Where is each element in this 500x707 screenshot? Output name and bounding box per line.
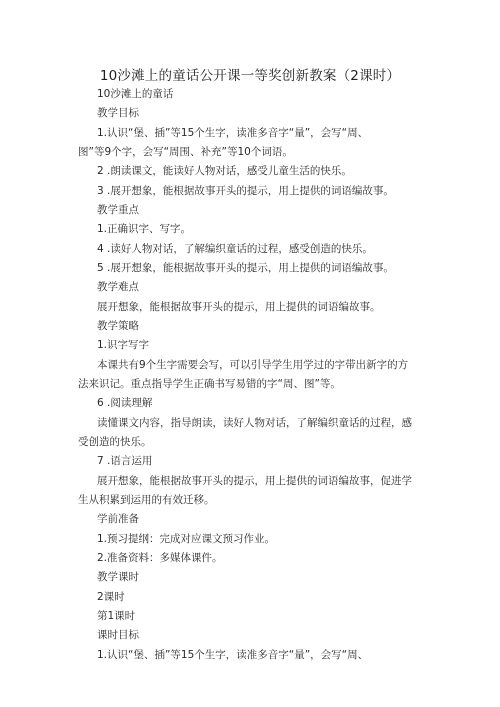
- strategy-7-text: 展开想象，能根据故事开头的提示，用上提供的词语编故事，促进学: [97, 475, 412, 487]
- strategy-1-text-cont: 法来识记。重点指导学生正确书写易错的字“周、图”等。: [78, 378, 341, 390]
- strategy-1-text: 本课共有9个生字需要会写，可以引导学生用学过的字带出新字的方: [97, 359, 409, 371]
- strategy-item-7: 7 .语言运用: [97, 455, 153, 467]
- strategy-7-text-cont: 生从积累到运用的有效迁移。: [78, 494, 215, 506]
- difficulty-text: 展开想象，能根据故事开头的提示，用上提供的词语编故事。: [97, 301, 381, 313]
- strategy-6-text: 读懂课文内容，指导朗读，读好人物对话，了解编织童话的过程，感: [97, 417, 412, 429]
- section-class-hours: 教学课时: [97, 571, 139, 583]
- first-lesson-heading: 第1课时: [97, 610, 136, 622]
- section-lesson-goals: 课时目标: [97, 629, 139, 641]
- lesson-goal-item-1: 1.认识“堡、插”等15个生字，读准多音字“量”，会写“周、: [97, 649, 369, 661]
- goal-item-1-cont: 图”等9个字，会写“周围、补充”等10个词语。: [78, 146, 293, 158]
- preparation-item-2: 2.准备资料：多媒体课件。: [97, 552, 223, 564]
- strategy-item-1: 1.识字写字: [97, 339, 150, 351]
- section-teaching-goals: 教学目标: [97, 107, 139, 119]
- section-teaching-difficulty: 教学难点: [97, 281, 139, 293]
- focus-item-5: 5 .展开想象，能根据故事开头的提示，用上提供的词语编故事。: [97, 262, 394, 274]
- goal-item-2: 2 .朗读课文，能读好人物对话，感受儿童生活的快乐。: [97, 165, 352, 177]
- lesson-heading: 10沙滩上的童话: [97, 88, 174, 100]
- class-hours-value: 2课时: [97, 591, 125, 603]
- section-teaching-focus: 教学重点: [97, 204, 139, 216]
- section-preparation: 学前准备: [97, 513, 139, 525]
- strategy-6-text-cont: 受创造的快乐。: [78, 436, 152, 448]
- strategy-item-6: 6 .阅读理解: [97, 397, 153, 409]
- goal-item-1: 1.认识“堡、插”等15个生字，读准多音字“量”，会写“周、: [97, 127, 369, 139]
- document-title: 10沙滩上的童话公开课一等奖创新教案（2课时）: [99, 68, 401, 84]
- section-teaching-strategy: 教学策略: [97, 320, 139, 332]
- focus-item-4: 4 .读好人物对话，了解编织童话的过程，感受创造的快乐。: [97, 243, 373, 255]
- goal-item-3: 3 .展开想象，能根据故事开头的提示，用上提供的词语编故事。: [97, 185, 394, 197]
- focus-item-1: 1.正确识字、写字。: [97, 223, 192, 235]
- preparation-item-1: 1.预习提纲：完成对应课文预习作业。: [97, 533, 276, 545]
